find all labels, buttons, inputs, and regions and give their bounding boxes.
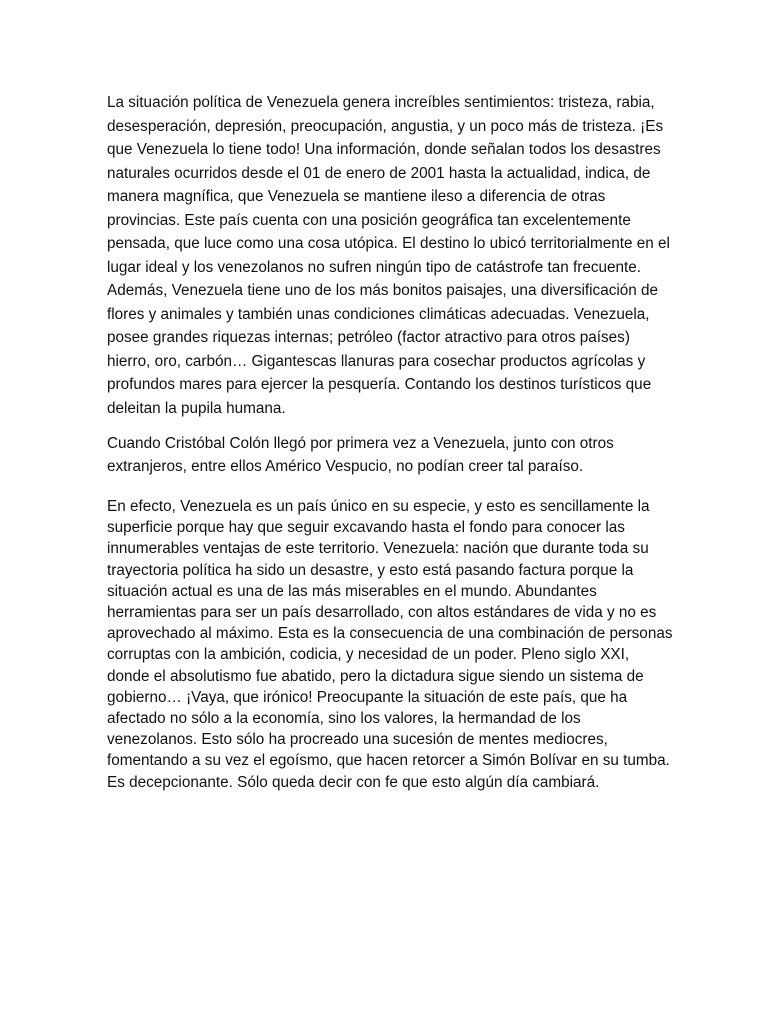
paragraph-colon: Cuando Cristóbal Colón llegó por primera vez a Venezuela, junto con otros extranjeros, entre ellos Américo Vespucio, no podían creer tal paraíso. [107,435,614,475]
paragraph-conclusion: En efecto, Venezuela es un país único en su especie, y esto es sencillamente la superficie porque hay que seguir excavando hasta el fondo para conocer las innumerables ventajas de este territorio. Venezuela: nación que durante toda su trayectoria política ha sido un desastre, y esto está pasando factura porque la situación actual es una de las más miserables en el mundo. Abundantes herramientas para ser un país desarrollado, con altos estándares de vida y no es aprovechado al máximo. Esta es la consecuencia de una combinación de personas corruptas con la ambición, codicia, y necesidad de un poder. Pleno siglo XXI, donde el absolutismo fue abatido, pero la dictadura sigue siendo un sistema de gobierno… ¡Vaya, que irónico! Preocupante la situación de este país, que ha afectado no sólo a la economía, sino los valores, la hermandad de los venezolanos. Esto sólo ha procreado una sucesión de mentes mediocres, fomentando a su vez el egoísmo, que hacen retorcer a Simón Bolívar en su tumba. Es decepcionante. Sólo queda decir con fe que esto algún día cambiará. [107,498,673,791]
paragraph-intro: La situación política de Venezuela genera increíbles sentimientos: tristeza, rabia, desesperación, depresión, preocupación, angustia, y un poco más de tristeza. ¡Es que Venezuela lo tiene todo! Una información, donde señalan todos los desastres naturales ocurridos desde el 01 de enero de 2001 hasta la actualidad, indica, de manera magnífica, que Venezuela se mantiene ileso a diferencia de otras provincias. Este país cuenta con una posición geográfica tan excelentemente pensada, que luce como una cosa utópica. El destino lo ubicó territorialmente en el lugar ideal y los venezolanos no sufren ningún tipo de catástrofe tan frecuente. Además, Venezuela tiene uno de los más bonitos paisajes, una diversificación de flores y animales y también unas condiciones climáticas adecuadas. Venezuela, posee grandes riquezas internas; petróleo (factor atractivo para otros países) hierro, oro, carbón… Gigantescas llanuras para cosechar productos agrícolas y profundos mares para ejercer la pesquería. Contando los destinos turísticos que deleitan la pupila humana. [107,94,670,417]
